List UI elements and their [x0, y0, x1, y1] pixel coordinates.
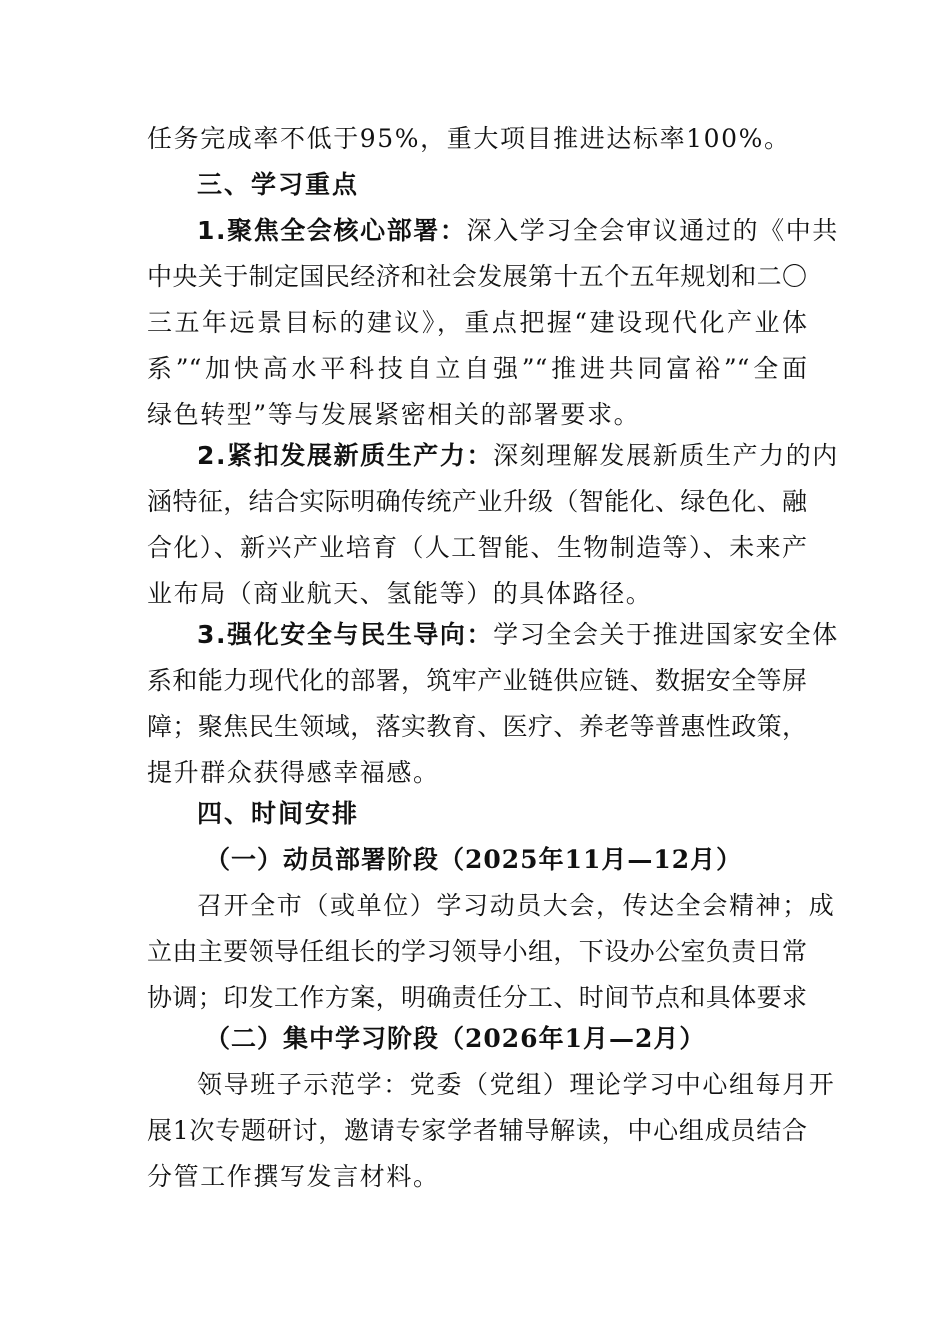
paragraph-line: 合化）、新兴产业培育（人工智能、生物制造等）、未来产 — [147, 533, 807, 562]
stage1-title: （一）动员部署阶段（2025年11月—12月） — [205, 845, 743, 874]
paragraph-line: 召开全市（或单位）学习动员大会，传达全会精神；成 — [197, 891, 836, 920]
paragraph-line: 障；聚焦民生领域，落实教育、医疗、养老等普惠性政策， — [147, 712, 807, 741]
stage2-title: （二）集中学习阶段（2026年1月—2月） — [205, 1024, 706, 1053]
item1-text: 深入学习全会审议通过的《中共 — [466, 216, 839, 245]
paragraph-line: 领导班子示范学：党委（党组）理论学习中心组每月开 — [197, 1070, 836, 1099]
item2-title: 2.紧扣发展新质生产力： — [197, 441, 494, 470]
paragraph-line: 协调；印发工作方案，明确责任分工、时间节点和具体要求 — [147, 983, 807, 1012]
paragraph-line: 涵特征，结合实际明确传统产业升级（智能化、绿色化、融 — [147, 487, 807, 516]
paragraph-line: 系和能力现代化的部署，筑牢产业链供应链、数据安全等屏 — [147, 666, 807, 695]
paragraph-line: 立由主要领导任组长的学习领导小组，下设办公室负责日常 — [147, 937, 807, 966]
item3-title: 3.强化安全与民生导向： — [197, 620, 494, 649]
item1-first-line — [197, 216, 839, 246]
item3-text: 学习全会关于推进国家安全体 — [493, 620, 839, 649]
paragraph-line: 业布局（商业航天、氢能等）的具体路径。 — [147, 579, 653, 608]
paragraph-line: 绿色转型”等与发展紧密相关的部署要求。 — [147, 400, 641, 429]
paragraph-line: 展1次专题研讨，邀请专家学者辅导解读，中心组成员结合 — [147, 1116, 807, 1145]
paragraph-line: 三五年远景目标的建议》，重点把握“建设现代化产业体 — [147, 308, 807, 337]
paragraph-line: 任务完成率不低于95%，重大项目推进达标率100%。 — [147, 124, 791, 153]
paragraph-line: 提升群众获得感幸福感。 — [147, 758, 440, 787]
paragraph-line: 系”“加快高水平科技自立自强”“推进共同富裕”“全面 — [147, 354, 807, 383]
item3-first-line — [197, 620, 839, 650]
paragraph-line: 中央关于制定国民经济和社会发展第十五个五年规划和二〇 — [147, 262, 807, 291]
section-heading-study-focus: 三、学习重点 — [197, 170, 360, 199]
section-heading-schedule: 四、时间安排 — [197, 799, 360, 828]
item2-first-line — [197, 441, 839, 471]
paragraph-line: 分管工作撰写发言材料。 — [147, 1162, 440, 1191]
item1-title: 1.聚焦全会核心部署： — [197, 216, 467, 245]
item2-text: 深刻理解发展新质生产力的内 — [493, 441, 839, 470]
